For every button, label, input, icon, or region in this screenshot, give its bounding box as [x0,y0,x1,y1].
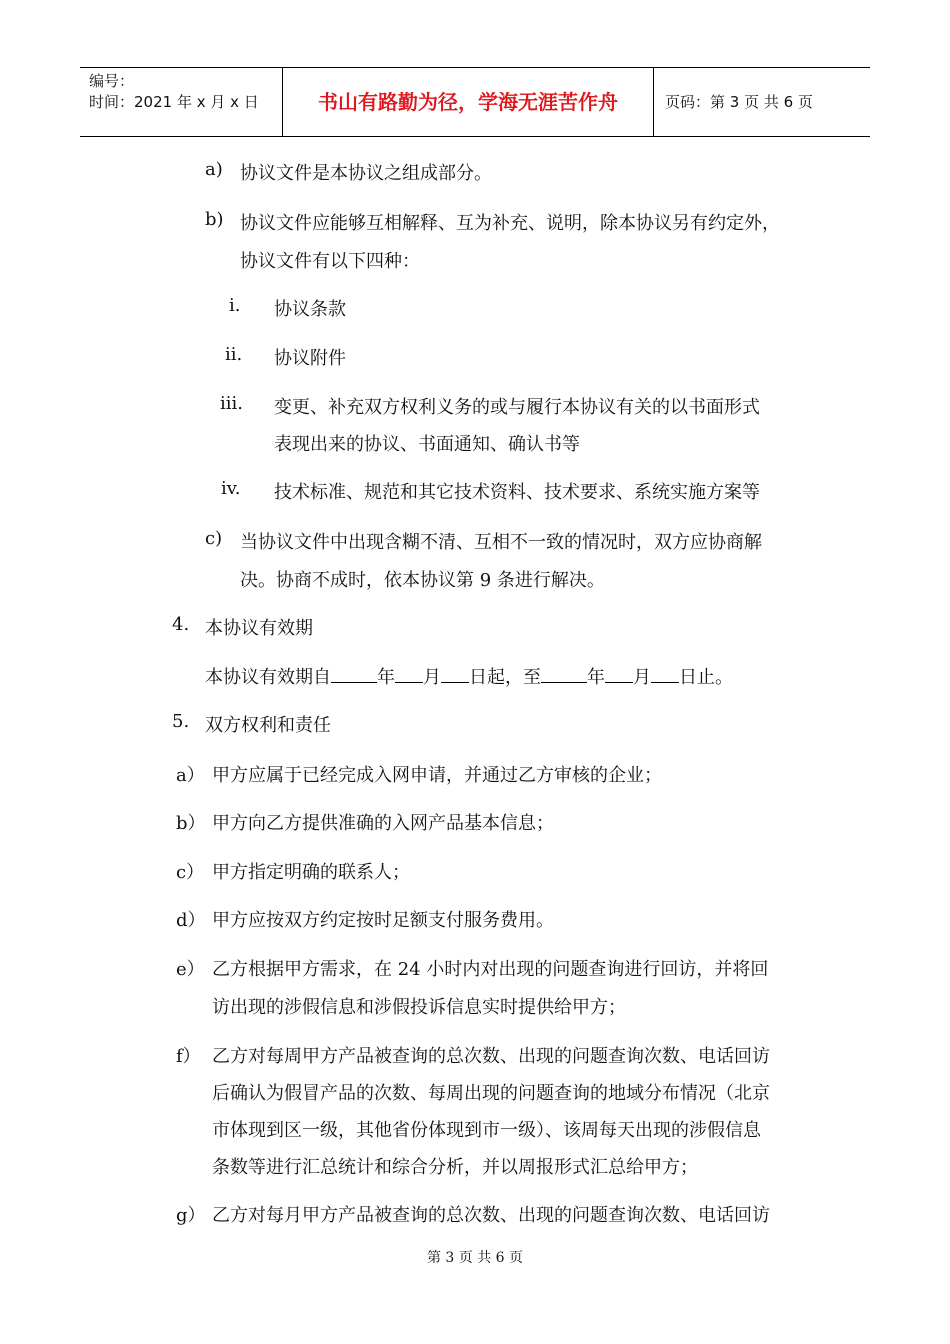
right-b-marker: b） [176,813,206,834]
right-e-text-2: 访出现的涉假信息和涉假投诉信息实时提供给甲方； [212,997,626,1018]
item-b-text-2: 协议文件有以下四种： [240,251,420,272]
item-iv-text: 技术标准、规范和其它技术资料、技术要求、系统实施方案等 [274,482,760,503]
header-time: 时间：2021 年 x 月 x 日 [89,93,259,111]
right-b-text: 甲方向乙方提供准确的入网产品基本信息； [212,813,554,834]
section-5-marker: 5. [172,711,190,732]
right-d-marker: d） [176,910,206,931]
section-4-marker: 4. [172,614,190,635]
item-c-marker: c) [205,528,223,549]
item-c-text-2: 决。协商不成时，依本协议第 9 条进行解决。 [240,570,605,591]
year-blank-2 [541,664,587,683]
item-b-text-1: 协议文件应能够互相解释、互为补充、说明，除本协议另有约定外， [240,213,780,234]
right-a-marker: a） [176,765,205,786]
right-f-text-4: 条数等进行汇总统计和综合分析，并以周报形式汇总给甲方； [212,1157,698,1178]
year-blank-1 [331,664,377,683]
section-5-title: 双方权利和责任 [205,715,331,736]
item-a-text: 协议文件是本协议之组成部分。 [240,163,492,184]
validity-month-1: 月 [423,667,441,688]
validity-month-2: 月 [633,667,651,688]
right-f-text-1: 乙方对每周甲方产品被查询的总次数、出现的问题查询次数、电话回访 [212,1046,770,1067]
header-meta [80,68,282,136]
item-ii-marker: ii. [225,344,243,365]
item-iii-marker: iii. [220,393,243,414]
right-f-text-3: 市体现到区一级，其他省份体现到市一级）、该周每天出现的涉假信息 [212,1120,761,1141]
validity-year-2: 年 [587,667,605,688]
header-number: 编号： [89,72,135,90]
item-b-marker: b) [205,209,224,230]
item-a-marker: a) [205,159,223,180]
item-ii-text: 协议附件 [274,348,346,369]
item-iv-marker: iv. [221,478,241,499]
right-g-text-1: 乙方对每月甲方产品被查询的总次数、出现的问题查询次数、电话回访 [212,1205,770,1226]
right-a-text: 甲方应属于已经完成入网申请，并通过乙方审核的企业； [212,765,662,786]
item-c-text-1: 当协议文件中出现含糊不清、互相不一致的情况时，双方应协商解 [240,532,762,553]
right-f-marker: f） [176,1046,201,1067]
section-4-title: 本协议有效期 [205,618,313,639]
day-blank-2 [651,664,679,683]
item-i-text: 协议条款 [274,299,346,320]
validity-line [205,663,733,689]
validity-day-1: 日起，至 [469,667,541,688]
day-blank-1 [441,664,469,683]
right-c-text: 甲方指定明确的联系人； [212,862,410,883]
right-e-text-1: 乙方根据甲方需求，在 24 小时内对出现的问题查询进行回访，并将回 [212,959,769,980]
item-iii-text-2: 表现出来的协议、书面通知、确认书等 [274,434,580,455]
right-c-marker: c） [176,862,205,883]
month-blank-1 [395,664,423,683]
page-footer: 第 3 页 共 6 页 [426,1250,524,1266]
right-e-marker: e） [176,959,205,980]
right-g-marker: g） [176,1205,206,1226]
validity-day-2: 日止。 [679,667,733,688]
page-header [80,67,870,137]
item-i-marker: i. [229,295,241,316]
validity-year-1: 年 [377,667,395,688]
right-d-text: 甲方应按双方约定按时足额支付服务费用。 [212,910,554,931]
header-motto: 书山有路勤为径，学海无涯苦作舟 [282,68,654,136]
item-iii-text-1: 变更、补充双方权利义务的或与履行本协议有关的以书面形式 [274,397,760,418]
month-blank-2 [605,664,633,683]
validity-prefix: 本协议有效期自 [205,667,331,688]
right-f-text-2: 后确认为假冒产品的次数、每周出现的问题查询的地域分布情况（北京 [212,1083,770,1104]
header-page-number: 页码：第 3 页 共 6 页 [665,93,813,111]
